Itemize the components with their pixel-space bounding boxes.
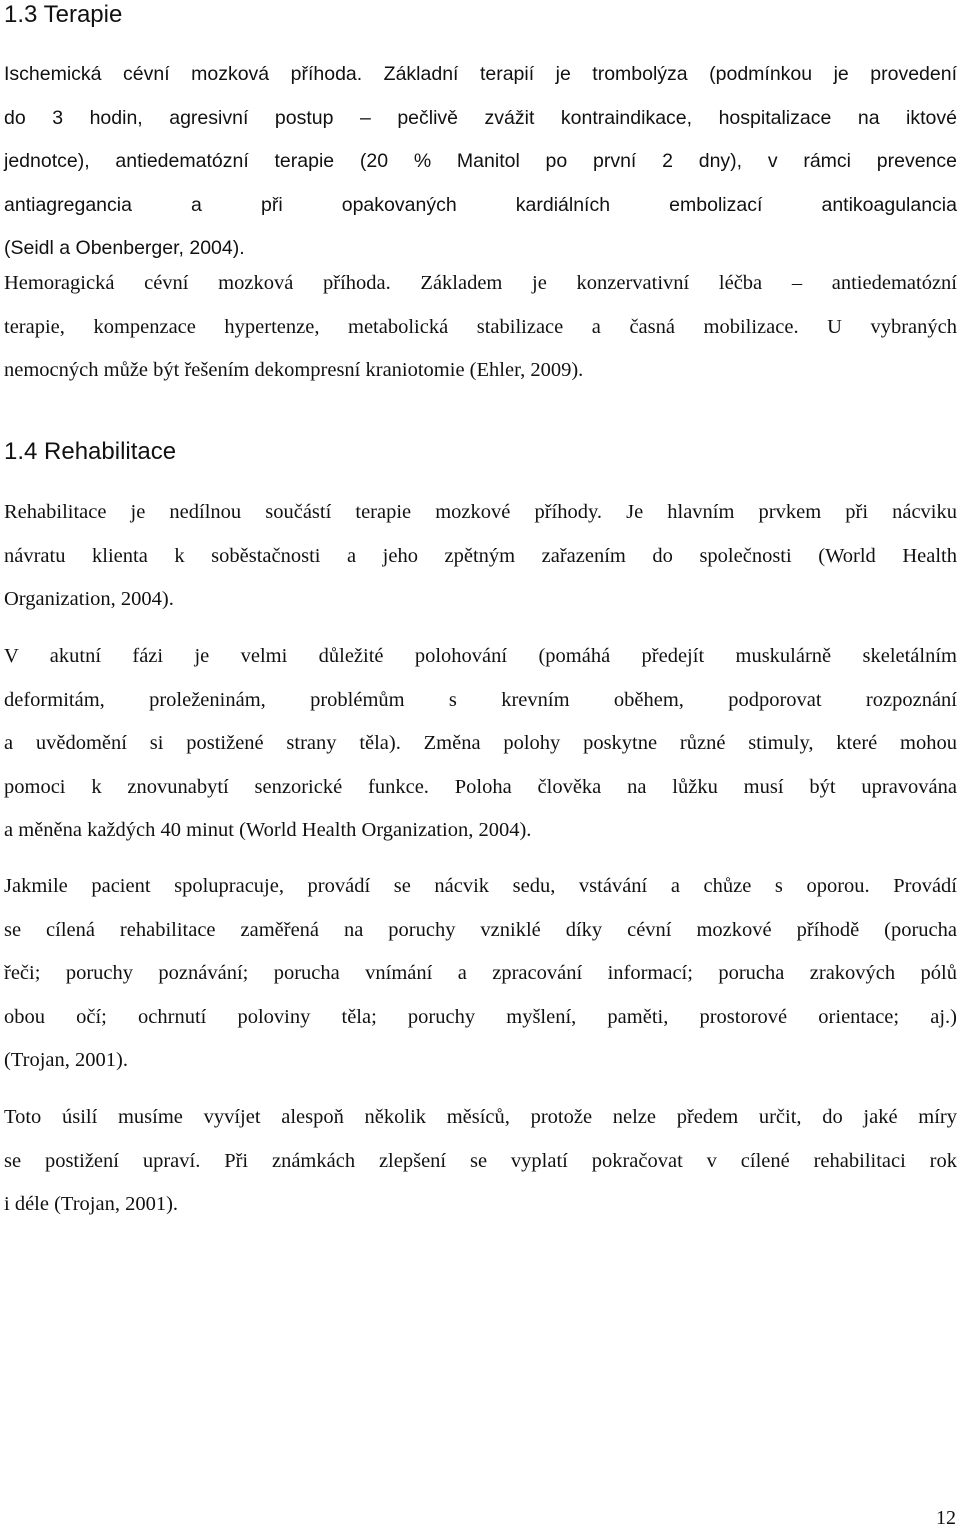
text-line: terapie, kompenzace hypertenze, metabolická stabilizace a časná mobilizace. U vybraných — [4, 315, 957, 338]
text-line: pomoci k znovunabytí senzorické funkce. Poloha člověka na lůžku musí být upravována — [4, 775, 957, 798]
text-line: a uvědomění si postižené strany těla). Změna polohy poskytne různé stimuly, které mohou — [4, 732, 957, 755]
section-heading-terapie: 1.3 Terapie — [4, 1, 123, 28]
paragraph-hemoragicka — [4, 262, 957, 393]
text-line: Ischemická cévní mozková příhoda. Základní terapií je trombolýza (podmínkou je provedení — [4, 63, 957, 85]
text-line: a měněna každých 40 minut (World Health Organization, 2004). — [4, 819, 532, 842]
text-line: Toto úsilí musíme vyvíjet alespoň několik měsíců, protože nelze předem určit, do jaké míry — [4, 1106, 957, 1128]
text-line: se cílená rehabilitace zaměřená na poruchy vzniklé díky cévní mozkové příhodě (porucha — [4, 918, 957, 941]
text-line: Hemoragická cévní mozková příhoda. Základem je konzervativní léčba – antiedematózní — [4, 272, 957, 294]
text-line: (Trojan, 2001). — [4, 1049, 128, 1072]
text-line: řeči; poruchy poznávání; porucha vnímání a zpracování informací; porucha zrakových pólů — [4, 962, 957, 985]
paragraph-rehabilitace-intro — [4, 491, 957, 622]
text-line: (Seidl a Obenberger, 2004). — [4, 237, 245, 260]
page-number: 12 — [936, 1507, 956, 1529]
text-line: obou očí; ochrnutí poloviny těla; poruchy myšlení, paměti, prostorové orientace; aj.) — [4, 1005, 957, 1028]
section-heading-rehabilitace: 1.4 Rehabilitace — [4, 438, 177, 465]
paragraph-akutni-faze — [4, 635, 957, 853]
paragraph-nacvik — [4, 865, 957, 1083]
text-line: deformitám, proleženinám, problémům s krevním oběhem, podporovat rozpoznání — [4, 688, 957, 711]
text-line: Jakmile pacient spolupracuje, provádí se nácvik sedu, vstávání a chůze s oporou. Provádí — [4, 875, 957, 897]
text-line: nemocných může být řešením dekompresní kraniotomie (Ehler, 2009). — [4, 359, 584, 382]
text-line: se postižení upraví. Při známkách zlepšení se vyplatí pokračovat v cílené rehabilitaci rok — [4, 1149, 957, 1172]
text-line: V akutní fázi je velmi důležité polohování (pomáhá předejít muskulárně skeletálním — [4, 645, 957, 667]
text-line: jednotce), antiedematózní terapie (20 % Manitol po první 2 dny), v rámci prevence — [4, 150, 957, 173]
paragraph-ischemicka — [4, 53, 957, 271]
text-line: do 3 hodin, agresivní postup – pečlivě zvážit kontraindikace, hospitalizace na iktové — [4, 106, 957, 129]
paragraph-usili — [4, 1096, 957, 1227]
text-line: Organization, 2004). — [4, 588, 174, 611]
text-line: antiagregancia a při opakovaných kardiálních embolizací antikoagulancia — [4, 193, 957, 216]
text-line: Rehabilitace je nedílnou součástí terapie mozkové příhody. Je hlavním prvkem při nácviku — [4, 501, 957, 523]
text-line: návratu klienta k soběstačnosti a jeho zpětným zařazením do společnosti (World Health — [4, 544, 957, 567]
text-line: i déle (Trojan, 2001). — [4, 1193, 179, 1216]
